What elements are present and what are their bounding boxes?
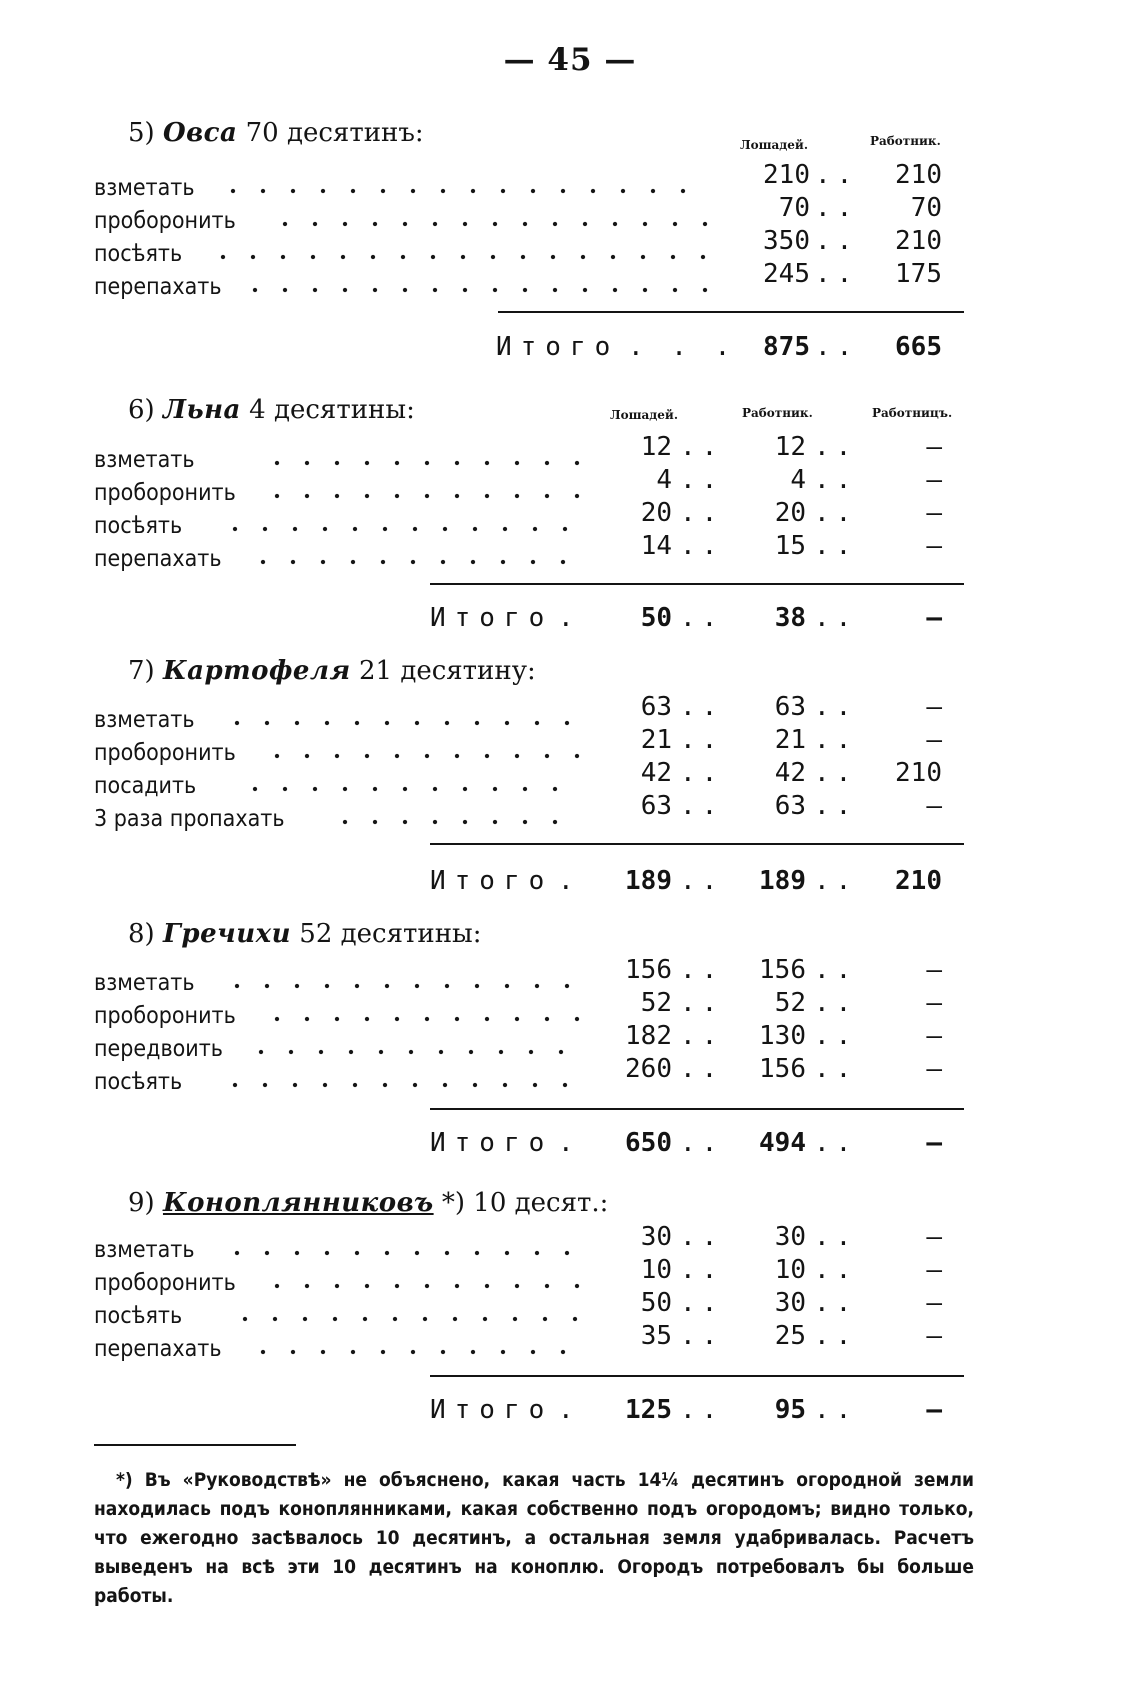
separator: ..: [814, 465, 858, 495]
separator: .: [558, 1395, 580, 1425]
section-title: Картофеля: [162, 656, 351, 686]
total-horses: 50: [640, 603, 672, 633]
dot-leader: [248, 557, 580, 567]
separator: ..: [814, 603, 858, 633]
value-horses: 210: [763, 160, 810, 190]
value-horses: 30: [640, 1222, 672, 1252]
separator: ..: [680, 432, 724, 462]
value-workers: 63: [774, 692, 806, 722]
value-horses: 70: [778, 193, 810, 223]
separator: ..: [814, 1288, 858, 1318]
value-workers: 70: [910, 193, 942, 223]
separator: ..: [680, 1255, 724, 1285]
row-label: посѣять: [94, 241, 183, 267]
separator: ..: [814, 1054, 858, 1084]
row-label: взметать: [94, 707, 195, 733]
value-workers: 20: [774, 498, 806, 528]
value-workers: 156: [759, 1054, 806, 1084]
separator: ..: [814, 1128, 858, 1158]
value-workers: 15: [774, 531, 806, 561]
footnote-mark: *): [116, 1469, 133, 1491]
section-title: Гречихи: [162, 919, 292, 949]
value-workers: 10: [774, 1255, 806, 1285]
total-label: Итого: [430, 866, 554, 896]
value-women-workers: —: [926, 531, 942, 561]
value-women-workers: —: [926, 1054, 942, 1084]
separator: ..: [680, 531, 724, 561]
total-rule: [430, 583, 964, 585]
total-horses: 125: [625, 1395, 672, 1425]
separator: ..: [814, 791, 858, 821]
section-rest: 4 десятины:: [249, 395, 415, 425]
value-workers: 30: [774, 1222, 806, 1252]
separator: ..: [680, 1054, 724, 1084]
value-horses: 12: [640, 432, 672, 462]
total-horses: 650: [625, 1128, 672, 1158]
dot-leader: [208, 252, 710, 262]
separator: ..: [680, 791, 724, 821]
section-heading-9: [128, 1188, 608, 1218]
separator: ..: [680, 1128, 724, 1158]
value-workers: 210: [895, 226, 942, 256]
value-women-workers: —: [926, 692, 942, 722]
total-women-workers: 210: [895, 866, 942, 896]
column-header-workers: Работник.: [870, 134, 941, 148]
value-horses: 245: [763, 259, 810, 289]
section-rest: 52 десятины:: [299, 919, 482, 949]
separator: ..: [814, 1321, 858, 1351]
value-workers: 156: [759, 955, 806, 985]
separator: ..: [680, 498, 724, 528]
separator: ..: [680, 758, 724, 788]
row-label: посѣять: [94, 1069, 183, 1095]
page-number: — 45 —: [503, 42, 637, 78]
dot-leader: [248, 1347, 580, 1357]
total-workers: 38: [774, 603, 806, 633]
separator: ..: [815, 160, 859, 190]
section-rest: 21 десятину:: [358, 656, 536, 686]
value-horses: 350: [763, 226, 810, 256]
column-header-women-workers: Работницъ.: [872, 406, 953, 420]
separator: ..: [815, 226, 859, 256]
separator: ..: [680, 955, 724, 985]
separator: ..: [815, 193, 859, 223]
value-workers: 52: [774, 988, 806, 1018]
value-horses: 156: [625, 955, 672, 985]
separator: ..: [680, 1222, 724, 1252]
value-women-workers: —: [926, 955, 942, 985]
footnote-text: Въ «Руководствѣ» не объяснено, какая часть 14¼ десятинъ огородной земли находилась подъ коноплянниками, какая собственно подъ огородомъ; видно только, что ежегодно засѣвалось 10 десятинъ, а остальная земля удабривалась. Расчетъ выведенъ на всѣ эти 10 десятинъ на коноплю. Огородъ потребовалъ бы больше работы.: [94, 1469, 974, 1607]
separator: ..: [815, 332, 859, 362]
row-label: посѣять: [94, 1303, 183, 1329]
separator: ..: [814, 692, 858, 722]
section-heading-6: [128, 395, 415, 425]
section-rest: 70 десятинъ:: [245, 118, 424, 148]
total-horses: 875: [763, 332, 810, 362]
dot-leader: [262, 1281, 580, 1291]
value-women-workers: 210: [895, 758, 942, 788]
row-label: взметать: [94, 447, 195, 473]
value-women-workers: —: [926, 1255, 942, 1285]
value-workers: 21: [774, 725, 806, 755]
value-women-workers: —: [926, 1288, 942, 1318]
row-label: посѣять: [94, 513, 183, 539]
total-women-workers: —: [926, 1128, 942, 1158]
separator: ..: [680, 988, 724, 1018]
column-header-horses: Лошадей.: [610, 408, 678, 422]
separator: ..: [814, 725, 858, 755]
value-horses: 35: [640, 1321, 672, 1351]
value-women-workers: —: [926, 465, 942, 495]
value-workers: 42: [774, 758, 806, 788]
dot-leader: [270, 219, 710, 229]
separator: ..: [814, 1395, 858, 1425]
separator: ..: [680, 1395, 724, 1425]
value-workers: 210: [895, 160, 942, 190]
row-label: проборонить: [94, 1270, 236, 1296]
dot-leader: [218, 186, 710, 196]
dot-leader: [262, 458, 580, 468]
separator: ..: [680, 725, 724, 755]
total-horses: 189: [625, 866, 672, 896]
value-workers: 25: [774, 1321, 806, 1351]
value-women-workers: —: [926, 432, 942, 462]
total-rule: [430, 843, 964, 845]
footnote: [94, 1466, 974, 1611]
section-number: 9): [128, 1188, 155, 1218]
value-women-workers: —: [926, 498, 942, 528]
row-label: взметать: [94, 1237, 195, 1263]
total-women-workers: —: [926, 1395, 942, 1425]
separator: ..: [680, 465, 724, 495]
value-workers: 63: [774, 791, 806, 821]
separator: ..: [814, 1021, 858, 1051]
separator: ..: [680, 603, 724, 633]
total-workers: 665: [895, 332, 942, 362]
dot-leader: [222, 1248, 580, 1258]
value-workers: 12: [774, 432, 806, 462]
section-rest: *) 10 десят.:: [441, 1188, 609, 1218]
row-label: проборонить: [94, 1003, 236, 1029]
section-heading-7: [128, 656, 536, 686]
separator: ..: [814, 758, 858, 788]
value-horses: 14: [640, 531, 672, 561]
separator: ..: [680, 1288, 724, 1318]
dot-leader: [222, 718, 580, 728]
section-number: 7): [128, 656, 155, 686]
section-number: 5): [128, 118, 155, 148]
dot-leader: [222, 981, 580, 991]
separator: ..: [814, 955, 858, 985]
separator: ..: [680, 866, 724, 896]
row-label: перепахать: [94, 1336, 222, 1362]
value-workers: 4: [790, 465, 806, 495]
total-label: Итого: [430, 1128, 554, 1158]
value-horses: 20: [640, 498, 672, 528]
section-title: Льна: [162, 395, 241, 425]
row-label: взметать: [94, 175, 195, 201]
value-women-workers: —: [926, 1021, 942, 1051]
value-horses: 50: [640, 1288, 672, 1318]
total-label: Итого: [430, 1395, 554, 1425]
column-header-workers: Работник.: [742, 406, 813, 420]
separator: ..: [814, 531, 858, 561]
separator: .: [558, 866, 580, 896]
dot-leader: [246, 1047, 580, 1057]
footnote-rule: [94, 1444, 296, 1446]
separator: ..: [680, 692, 724, 722]
total-workers: 95: [774, 1395, 806, 1425]
section-title: Коноплянниковъ: [162, 1188, 434, 1218]
total-workers: 494: [759, 1128, 806, 1158]
separator: . . .: [628, 332, 737, 362]
dot-leader: [262, 491, 580, 501]
row-label: проборонить: [94, 480, 236, 506]
total-women-workers: —: [926, 603, 942, 633]
dot-leader: [230, 1314, 580, 1324]
dot-leader: [262, 1014, 580, 1024]
separator: ..: [815, 259, 859, 289]
separator: .: [558, 1128, 580, 1158]
value-women-workers: —: [926, 791, 942, 821]
row-label: 3 раза пропахать: [94, 806, 285, 832]
row-label: перепахать: [94, 546, 222, 572]
separator: ..: [680, 1021, 724, 1051]
dot-leader: [240, 784, 580, 794]
section-heading-8: [128, 919, 482, 949]
row-label: передвоить: [94, 1036, 223, 1062]
separator: ..: [814, 988, 858, 1018]
dot-leader: [220, 524, 580, 534]
row-label: перепахать: [94, 274, 222, 300]
dot-leader: [262, 751, 580, 761]
value-horses: 52: [640, 988, 672, 1018]
value-workers: 175: [895, 259, 942, 289]
column-header-horses: Лошадей.: [740, 138, 808, 152]
value-horses: 182: [625, 1021, 672, 1051]
separator: ..: [814, 432, 858, 462]
row-label: проборонить: [94, 208, 236, 234]
total-label: Итого: [430, 603, 554, 633]
section-number: 8): [128, 919, 155, 949]
dot-leader: [240, 285, 710, 295]
section-heading-5: [128, 118, 424, 148]
section-title: Овса: [162, 118, 238, 148]
separator: ..: [814, 498, 858, 528]
row-label: взметать: [94, 970, 195, 996]
value-horses: 260: [625, 1054, 672, 1084]
value-horses: 63: [640, 791, 672, 821]
value-horses: 10: [640, 1255, 672, 1285]
dot-leader: [220, 1080, 580, 1090]
total-rule: [430, 1108, 964, 1110]
total-rule: [430, 1375, 964, 1377]
row-label: посадить: [94, 773, 197, 799]
row-label: проборонить: [94, 740, 236, 766]
value-horses: 21: [640, 725, 672, 755]
value-workers: 30: [774, 1288, 806, 1318]
value-women-workers: —: [926, 725, 942, 755]
separator: ..: [814, 1255, 858, 1285]
separator: .: [558, 603, 580, 633]
total-rule: [498, 311, 964, 313]
total-label: Итого: [496, 332, 620, 362]
separator: ..: [680, 1321, 724, 1351]
value-horses: 4: [656, 465, 672, 495]
value-horses: 63: [640, 692, 672, 722]
separator: ..: [814, 866, 858, 896]
value-women-workers: —: [926, 1321, 942, 1351]
total-workers: 189: [759, 866, 806, 896]
dot-leader: [330, 817, 580, 827]
value-horses: 42: [640, 758, 672, 788]
value-workers: 130: [759, 1021, 806, 1051]
value-women-workers: —: [926, 1222, 942, 1252]
value-women-workers: —: [926, 988, 942, 1018]
separator: ..: [814, 1222, 858, 1252]
section-number: 6): [128, 395, 155, 425]
